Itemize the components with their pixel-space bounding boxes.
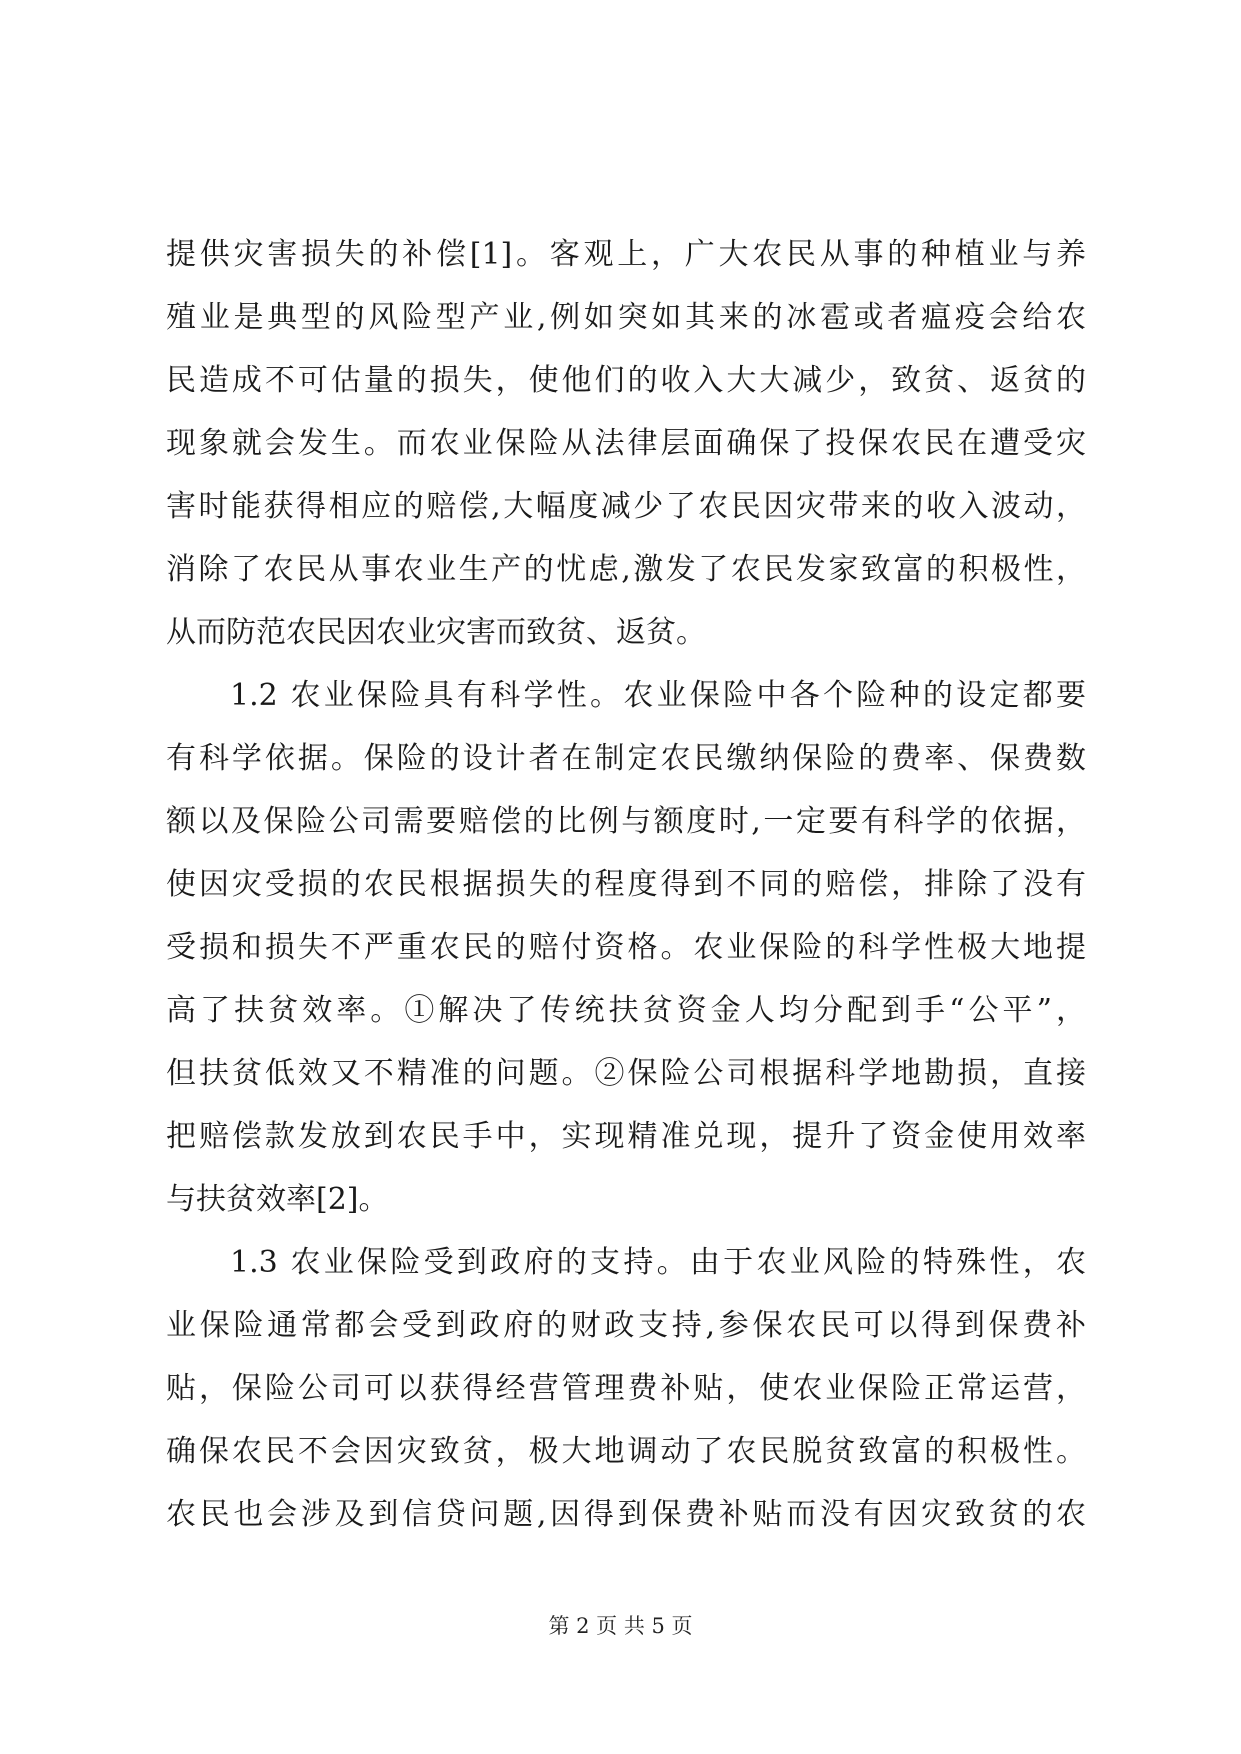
paragraph-1-line-7: 从而防范农民因农业灾害而致贫、返贫。 bbox=[166, 615, 706, 650]
paragraph-1-line-5: 害时能获得相应的赔偿,大幅度减少了农民因灾带来的收入波动， bbox=[166, 489, 1086, 524]
body-text bbox=[166, 223, 1086, 1546]
paragraph-3-line-4: 确保农民不会因灾致贫，极大地调动了农民脱贫致富的积极性。 bbox=[166, 1434, 1086, 1469]
paragraph-1-line-4: 现象就会发生。而农业保险从法律层面确保了投保农民在遭受灾 bbox=[166, 426, 1086, 461]
paragraph-1-line-2: 殖业是典型的风险型产业,例如突如其来的冰雹或者瘟疫会给农 bbox=[166, 300, 1086, 335]
paragraph-3-line-2: 业保险通常都会受到政府的财政支持,参保农民可以得到保费补 bbox=[166, 1308, 1086, 1343]
paragraph-2-line-8: 把赔偿款发放到农民手中，实现精准兑现，提升了资金使用效率 bbox=[166, 1119, 1086, 1154]
paragraph-1-line-3: 民造成不可估量的损失，使他们的收入大大减少，致贫、返贫的 bbox=[166, 363, 1086, 398]
paragraph-2-line-5: 受损和损失不严重农民的赔付资格。农业保险的科学性极大地提 bbox=[166, 930, 1086, 965]
paragraph-2-line-6: 高了扶贫效率。①解决了传统扶贫资金人均分配到手“公平”， bbox=[166, 993, 1086, 1028]
paragraph-1-line-6: 消除了农民从事农业生产的忧虑,激发了农民发家致富的积极性， bbox=[166, 552, 1086, 587]
paragraph-3-line-5: 农民也会涉及到信贷问题,因得到保费补贴而没有因灾致贫的农 bbox=[166, 1497, 1086, 1532]
paragraph-1-line-1: 提供灾害损失的补偿[1]。客观上，广大农民从事的种植业与养 bbox=[166, 237, 1086, 272]
paragraph-2-line-7: 但扶贫低效又不精准的问题。②保险公司根据科学地勘损，直接 bbox=[166, 1056, 1086, 1091]
paragraph-2-line-2: 有科学依据。保险的设计者在制定农民缴纳保险的费率、保费数 bbox=[166, 741, 1086, 776]
paragraph-2-line-1: 1.2 农业保险具有科学性。农业保险中各个险种的设定都要 bbox=[230, 678, 1086, 713]
paragraph-2-line-4: 使因灾受损的农民根据损失的程度得到不同的赔偿，排除了没有 bbox=[166, 867, 1086, 902]
page-footer: 第 2 页 共 5 页 bbox=[548, 1614, 693, 1638]
paragraph-3-line-1: 1.3 农业保险受到政府的支持。由于农业风险的特殊性，农 bbox=[230, 1245, 1086, 1280]
paragraph-2-line-9: 与扶贫效率[2]。 bbox=[166, 1182, 389, 1217]
paragraph-2-line-3: 额以及保险公司需要赔偿的比例与额度时,一定要有科学的依据， bbox=[166, 804, 1086, 839]
paragraph-3-line-3: 贴，保险公司可以获得经营管理费补贴，使农业保险正常运营， bbox=[166, 1371, 1086, 1406]
